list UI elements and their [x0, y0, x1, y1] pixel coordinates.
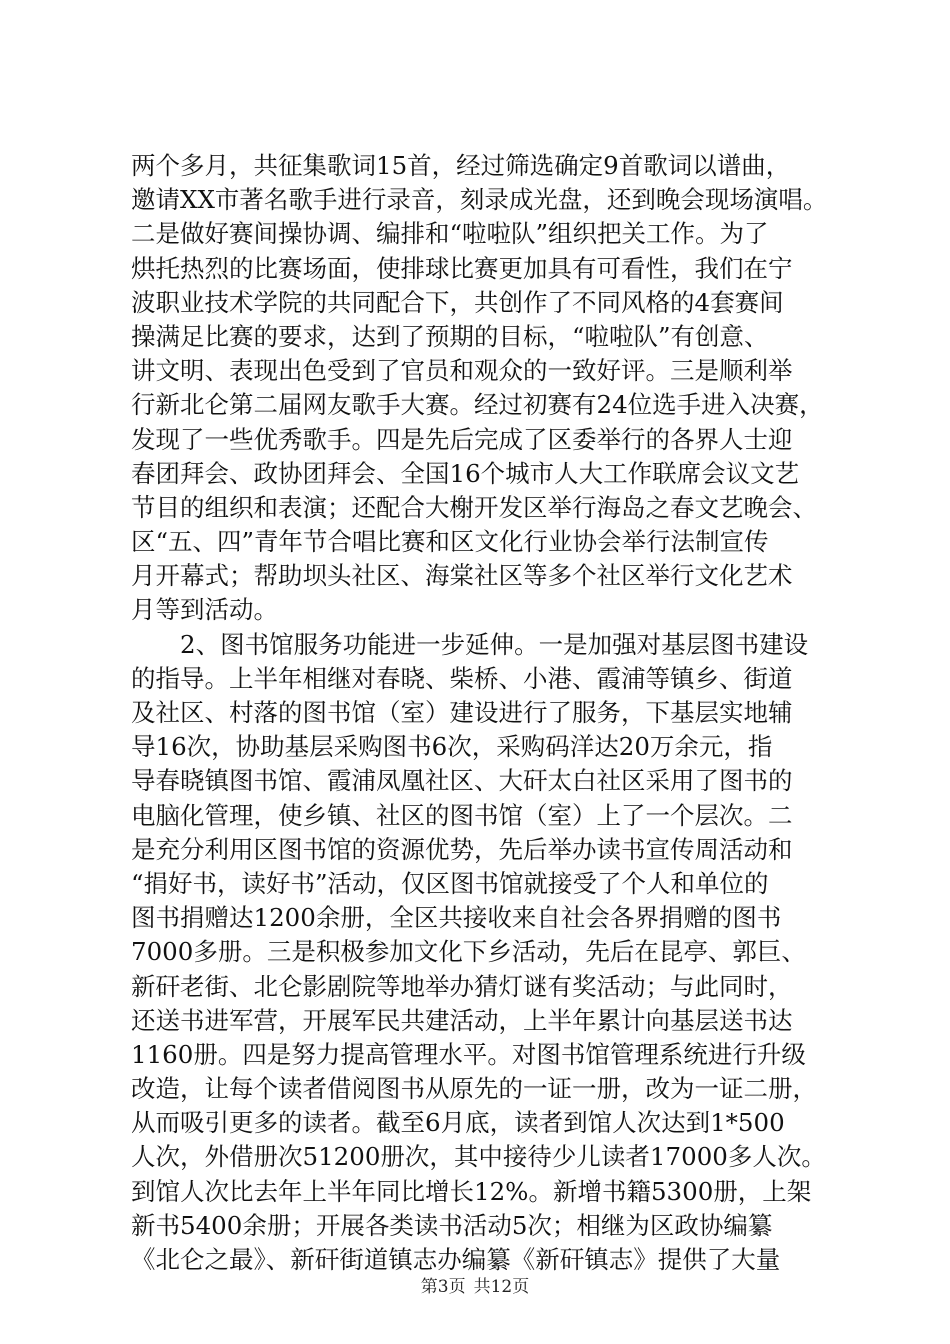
page-footer	[0, 1272, 950, 1297]
text-line: 二是做好赛间操协调、编排和“啦啦队”组织把关工作。为了	[131, 219, 769, 249]
text-line: 区“五、四”青年节合唱比赛和区文化行业协会举行法制宣传	[131, 527, 769, 557]
text-line: 改造，让每个读者借阅图书从原先的一证一册，改为一证二册，	[131, 1074, 817, 1104]
text-line: 1160册。四是努力提高管理水平。对图书馆管理系统进行升级	[131, 1039, 806, 1069]
text-line: 月开幕式；帮助坝头社区、海棠社区等多个社区举行文化艺术	[131, 561, 793, 591]
text-line: 波职业技术学院的共同配合下，共创作了不同风格的4套赛间	[131, 287, 784, 317]
text-line: 发现了一些优秀歌手。四是先后完成了区委举行的各界人士迎	[131, 424, 793, 454]
paragraph-2	[131, 628, 841, 1278]
text-line: 导春晓镇图书馆、霞浦凤凰社区、大矸太白社区采用了图书的	[131, 766, 793, 796]
page-total: 共12页	[473, 1277, 530, 1297]
text-line: 电脑化管理，使乡镇、社区的图书馆（室）上了一个层次。二	[131, 800, 793, 830]
text-line: 春团拜会、政协团拜会、全国16个城市人大工作联席会议文艺	[131, 458, 800, 488]
text-line: 《北仑之最》、新矸街道镇志办编纂《新矸镇志》提供了大量	[131, 1245, 781, 1274]
text-line: 的指导。上半年相继对春晓、柴桥、小港、霞浦等镇乡、街道	[131, 663, 793, 693]
text-line: 还送书进军营，开展军民共建活动，上半年累计向基层送书达	[131, 1005, 793, 1035]
text-line: 及社区、村落的图书馆（室）建设进行了服务，下基层实地辅	[131, 698, 793, 727]
text-line: 两个多月，共征集歌词15首，经过筛选确定9首歌词以谱曲，	[131, 151, 791, 180]
text-line: 讲文明、表现出色受到了官员和观众的一致好评。三是顺利举	[131, 356, 793, 386]
text-line: 人次，外借册次51200册次，其中接待少儿读者17000多人次。	[131, 1142, 826, 1172]
text-line: 到馆人次比去年上半年同比增长12%。新增书籍5300册，上架	[131, 1176, 812, 1206]
text-line: 7000多册。三是积极参加文化下乡活动，先后在昆亭、郭巨、	[131, 937, 806, 967]
text-line: 新矸老街、北仑影剧院等地举办猜灯谜有奖活动；与此同时，	[131, 971, 793, 1001]
text-line: 新书5400余册；开展各类读书活动5次；相继为区政协编纂	[131, 1210, 773, 1240]
text-line: 导16次，协助基层采购图书6次，采购码洋达20万余元，指	[131, 732, 773, 762]
text-line: 图书捐赠达1200余册，全区共接收来自社会各界捐赠的图书	[131, 903, 782, 933]
page-number: 第3页	[420, 1277, 466, 1297]
text-line: 从而吸引更多的读者。截至6月底，读者到馆人次达到1*500	[131, 1108, 785, 1138]
document-body	[131, 149, 841, 1277]
text-line: 行新北仑第二届网友歌手大赛。经过初赛有24位选手进入决赛，	[131, 390, 824, 420]
text-line: 节目的组织和表演；还配合大榭开发区举行海岛之春文艺晚会、	[131, 492, 817, 522]
text-line: 2、图书馆服务功能进一步延伸。一是加强对基层图书建设	[180, 629, 809, 659]
text-line: 是充分利用区图书馆的资源优势，先后举办读书宣传周活动和	[131, 834, 793, 864]
text-line: “捐好书，读好书”活动，仅区图书馆就接受了个人和单位的	[131, 868, 769, 898]
paragraph-1	[131, 149, 841, 628]
text-line: 烘托热烈的比赛场面，使排球比赛更加具有可看性，我们在宁	[131, 253, 793, 283]
text-line: 邀请XX市著名歌手进行录音，刻录成光盘，还到晚会现场演唱。	[131, 185, 828, 215]
text-line: 操满足比赛的要求，达到了预期的目标，“啦啦队”有创意、	[131, 321, 769, 351]
text-line: 月等到活动。	[131, 595, 278, 625]
